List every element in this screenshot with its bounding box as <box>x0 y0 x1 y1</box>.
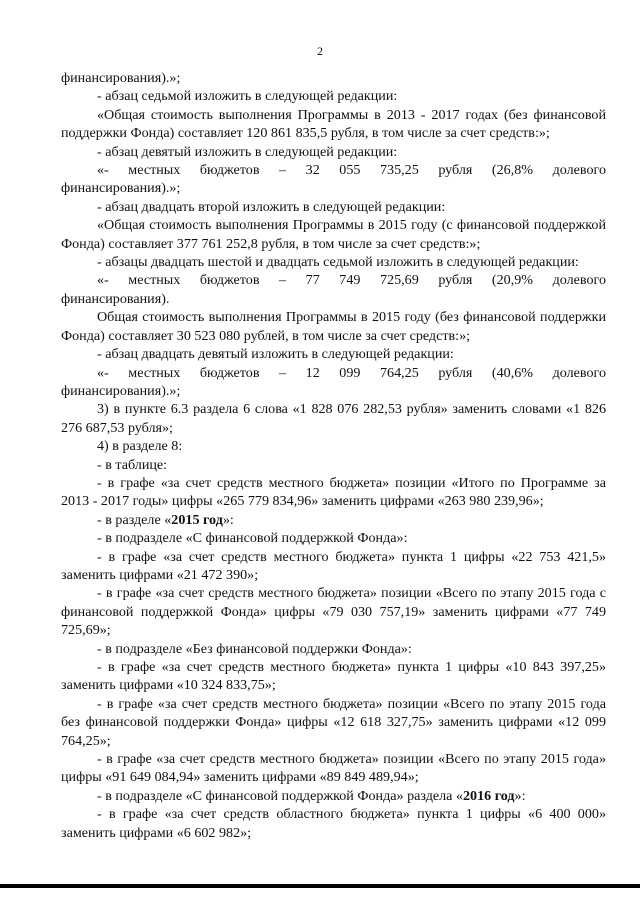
paragraph-3: «Общая стоимость выполнения Программы в 2013 - 2017 годах (без финансовой поддержки Фонда) составляет 120 861 835,5 рубля, в том числе за счет средств:»; <box>61 106 606 142</box>
paragraph-19: - в графе «за счет средств местного бюджета» позиции «Итого по Программе за 2013 - 2017 годы» цифры «265 779 834,96» заменить цифрами «263 980 239,96»; <box>61 474 606 510</box>
paragraph-8: «Общая стоимость выполнения Программы в 2015 году (с финансовой поддержкой Фонда) составляет 377 761 252,8 рубля, в том числе за счет средств:»; <box>61 217 606 252</box>
paragraph-26: - в графе «за счет средств местного бюджета» позиции «Всего по этапу 2015 года без финансовой поддержки Фонда» цифры «12 618 327,75» заменить цифрами «12 099 764,25»; <box>61 695 606 749</box>
paragraph-18: - в таблице: <box>97 456 168 473</box>
paragraph-15: финансирования).»; <box>61 382 181 399</box>
paragraph-17: 4) в разделе 8: <box>97 438 183 455</box>
paragraph-28 <box>61 787 606 805</box>
paragraph-10: «- местных бюджетов – 77 749 725,69 рубля (20,9% долевого <box>97 272 606 289</box>
paragraph-29: - в графе «за счет средств областного бюджета» пункта 1 цифры «6 400 000» заменить цифрами «6 602 982»; <box>61 806 606 841</box>
paragraph-14: «- местных бюджетов – 12 099 764,25 рубля (40,6% долевого <box>97 364 606 381</box>
paragraph-22: - в графе «за счет средств местного бюджета» пункта 1 цифры «22 753 421,5» заменить цифрами «21 472 390»; <box>61 548 606 583</box>
paragraph-2: - абзац седьмой изложить в следующей редакции: <box>97 88 398 105</box>
section-2016-year: 2016 год <box>463 787 515 804</box>
section-2015-year: 2015 год <box>171 511 223 528</box>
paragraph-20 <box>61 511 606 529</box>
paragraph-7: - абзац двадцать второй изложить в следующей редакции: <box>97 198 446 215</box>
paragraph-20-prefix: - в разделе « <box>97 511 172 528</box>
paragraph-13: - абзац двадцать девятый изложить в следующей редакции: <box>97 346 454 363</box>
paragraph-16: 3) в пункте 6.3 раздела 6 слова «1 828 076 282,53 рубля» заменить словами «1 826 276 687,53 рубля»; <box>61 401 606 436</box>
paragraph-5: «- местных бюджетов – 32 055 735,25 рубля (26,8% долевого <box>97 162 606 179</box>
paragraph-20-suffix: »: <box>222 511 234 528</box>
paragraph-28-prefix: - в подразделе «С финансовой поддержкой Фонда» раздела « <box>97 787 463 804</box>
paragraph-4: - абзац девятый изложить в следующей редакции: <box>97 143 398 160</box>
document-body <box>61 69 606 842</box>
paragraph-9: - абзацы двадцать шестой и двадцать седьмой изложить в следующей редакции: <box>97 254 579 271</box>
paragraph-27: - в графе «за счет средств местного бюджета» позиции «Всего по этапу 2015 года» цифры «91 649 084,94» заменить цифрами «89 849 489,94»; <box>61 751 606 786</box>
paragraph-6: финансирования).»; <box>61 180 181 197</box>
paragraph-21: - в подразделе «С финансовой поддержкой Фонда»: <box>97 530 408 547</box>
paragraph-25: - в графе «за счет средств местного бюджета» пункта 1 цифры «10 843 397,25» заменить цифрами «10 324 833,75»; <box>61 659 606 694</box>
paragraph-12: Общая стоимость выполнения Программы в 2015 году (без финансовой поддержки Фонда) составляет 30 523 080 рублей, в том числе за счет средств:»; <box>61 309 606 344</box>
paragraph-23: - в графе «за счет средств местного бюджета» позиции «Всего по этапу 2015 года с финансовой поддержкой Фонда» цифры «79 030 757,19» заменить цифрами «77 749 725,69»; <box>61 585 606 639</box>
paragraph-11: финансирования). <box>61 290 170 307</box>
paragraph-24: - в подразделе «Без финансовой поддержки Фонда»: <box>97 640 412 657</box>
page-number: 2 <box>317 44 323 58</box>
paragraph-28-suffix: »: <box>514 787 526 804</box>
paragraph-1: финансирования).»; <box>61 70 181 86</box>
bottom-scan-bar <box>0 884 640 888</box>
